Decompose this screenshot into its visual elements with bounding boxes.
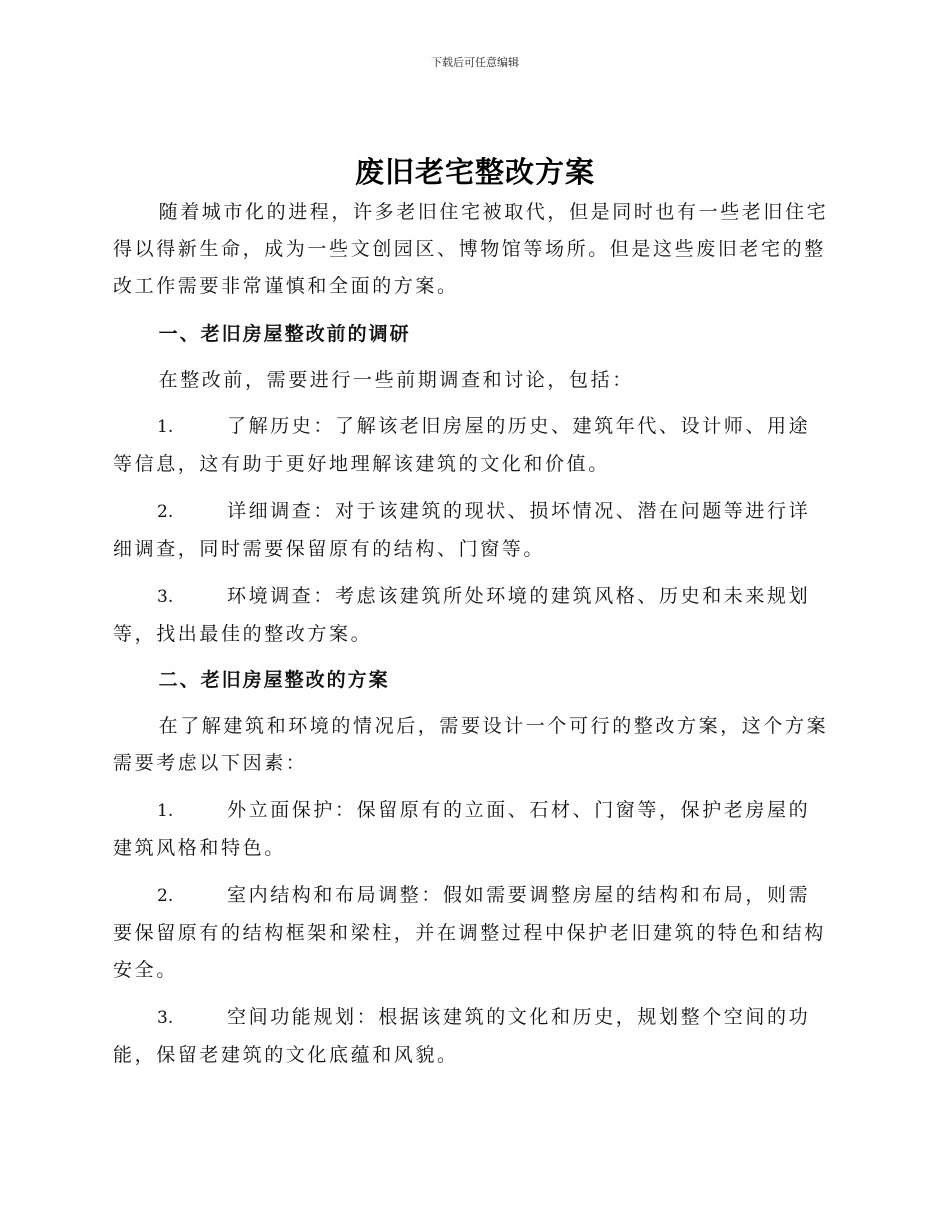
item-text: 了解历史：了解该老旧房屋的历史、建筑年代、设计师、用途等信息，这有助于更好地理解该建筑的文化和价值。 bbox=[113, 415, 811, 475]
section2-heading: 二、老旧房屋整改的方案 bbox=[158, 669, 390, 691]
section2-item-2 bbox=[113, 877, 831, 989]
section2-lead-block bbox=[113, 708, 831, 782]
item-number: 2. bbox=[157, 886, 174, 906]
section2-item-1 bbox=[113, 792, 831, 867]
section1-lead-block bbox=[113, 362, 831, 399]
section2-item-3 bbox=[113, 999, 831, 1074]
item-number: 1. bbox=[157, 417, 174, 437]
item-text: 室内结构和布局调整：假如需要调整房屋的结构和布局，则需要保留原有的结构框架和梁柱，并在调整过程中保护老旧建筑的特色和结构安全。 bbox=[113, 884, 826, 981]
section1-item-3 bbox=[113, 578, 831, 653]
document-title: 废旧老宅整改方案 bbox=[354, 155, 595, 189]
section1-lead: 在整改前，需要进行一些前期调查和讨论，包括： bbox=[158, 369, 634, 391]
header-note: 下载后可任意编辑 bbox=[431, 56, 519, 69]
section2-heading-block bbox=[113, 662, 831, 699]
item-text: 详细调查：对于该建筑的现状、损坏情况、潜在问题等进行详细调查，同时需要保留原有的结构、门窗等。 bbox=[113, 500, 811, 560]
intro-text: 随着城市化的进程，许多老旧住宅被取代，但是同时也有一些老旧住宅得以得新生命，成为一些文创园区、博物馆等场所。但是这些废旧老宅的整改工作需要非常谨慎和全面的方案。 bbox=[113, 201, 829, 297]
section1-heading-block bbox=[113, 316, 831, 353]
section1-heading: 一、老旧房屋整改前的调研 bbox=[158, 323, 411, 345]
item-number: 3. bbox=[157, 1008, 174, 1028]
intro-paragraph bbox=[113, 194, 831, 305]
item-number: 2. bbox=[157, 502, 174, 522]
section1-item-1 bbox=[113, 408, 831, 483]
item-text: 环境调查：考虑该建筑所处环境的建筑风格、历史和未来规划等，找出最佳的整改方案。 bbox=[113, 585, 811, 645]
section2-lead: 在了解建筑和环境的情况后，需要设计一个可行的整改方案，这个方案需要考虑以下因素： bbox=[113, 715, 829, 774]
section1-item-2 bbox=[113, 493, 831, 568]
item-number: 3. bbox=[157, 587, 174, 607]
item-text: 外立面保护：保留原有的立面、石材、门窗等，保护老房屋的建筑风格和特色。 bbox=[113, 799, 811, 859]
item-number: 1. bbox=[157, 801, 174, 821]
item-text: 空间功能规划：根据该建筑的文化和历史，规划整个空间的功能，保留老建筑的文化底蕴和风貌。 bbox=[113, 1006, 811, 1066]
